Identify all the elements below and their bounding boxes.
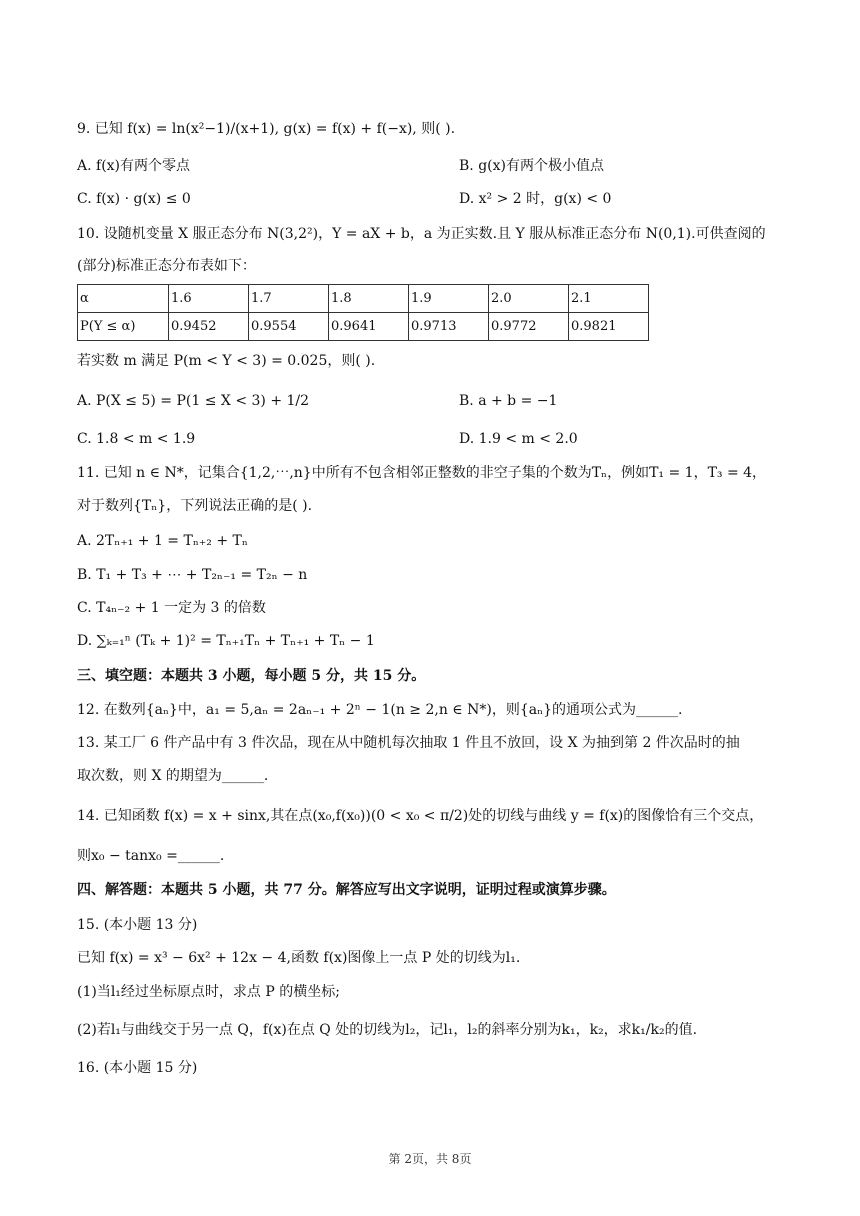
table-cell: 0.9772 — [489, 313, 569, 341]
q14-line2: 则x₀ − tanx₀ =______. — [77, 848, 225, 864]
q10-option-a: A. P(X ≤ 5) = P(1 ≤ X < 3) + 1/2 — [77, 393, 310, 409]
table-cell: 0.9554 — [249, 313, 329, 341]
q11-stem-line2: 对于数列{Tₙ}，下列说法正确的是( ). — [77, 498, 313, 514]
q11-option-c: C. T₄ₙ₋₂ + 1 一定为 3 的倍数 — [77, 600, 266, 616]
q10-stem-line2: (部分)标准正态分布表如下： — [77, 258, 256, 274]
q13-line1: 13. 某工厂 6 件产品中有 3 件次品，现在从中随机每次抽取 1 件且不放回，设 X 为抽到第 2 件次品时的抽 — [77, 735, 740, 751]
table-cell: 0.9641 — [329, 313, 409, 341]
table-cell: 0.9452 — [169, 313, 249, 341]
q15-stem: 已知 f(x) = x³ − 6x² + 12x − 4,函数 f(x)图像上一点 P 处的切线为l₁. — [77, 950, 521, 966]
q9-option-a: A. f(x)有两个零点 — [77, 158, 191, 174]
table-row — [78, 285, 649, 313]
q12-stem: 12. 在数列{aₙ}中，a₁ = 5,aₙ = 2aₙ₋₁ + 2ⁿ − 1(n ≥ 2,n ∈ N*)，则{aₙ}的通项公式为______. — [77, 702, 683, 718]
table-cell: 0.9821 — [569, 313, 649, 341]
q10-option-b: B. a + b = −1 — [459, 393, 558, 409]
table-cell: 0.9713 — [409, 313, 489, 341]
q13-line2: 取次数，则 X 的期望为______. — [77, 768, 269, 784]
table-cell: 1.8 — [329, 285, 409, 313]
q9-stem: 9. 已知 f(x) = ln(x²−1)/(x+1), g(x) = f(x) + f(−x), 则( ). — [77, 121, 456, 137]
q10-options-row2 — [77, 429, 800, 449]
q10-options-row1 — [77, 391, 800, 411]
table-cell: 2.1 — [569, 285, 649, 313]
table-cell: 2.0 — [489, 285, 569, 313]
q15-part2: (2)若l₁与曲线交于另一点 Q，f(x)在点 Q 处的切线为l₂，记l₁，l₂的斜率分别为k₁，k₂，求k₁/k₂的值. — [77, 1022, 698, 1038]
q11-option-a: A. 2Tₙ₊₁ + 1 = Tₙ₊₂ + Tₙ — [77, 533, 248, 549]
page-footer: 第 2页，共 8页 — [388, 1152, 472, 1166]
q9-option-d: D. x² > 2 时，g(x) < 0 — [459, 191, 612, 207]
section-heading-answer: 四、解答题：本题共 5 小题，共 77 分。解答应写出文字说明，证明过程或演算步骤。 — [77, 882, 616, 898]
q9-options-row1 — [77, 156, 800, 176]
q14-line1: 14. 已知函数 f(x) = x + sinx,其在点(x₀,f(x₀))(0 < x₀ < π/2)处的切线与曲线 y = f(x)的图像恰有三个交点， — [77, 808, 764, 824]
q10-stem-line3: 若实数 m 满足 P(m < Y < 3) = 0.025，则( ). — [77, 353, 376, 369]
table-cell: 1.6 — [169, 285, 249, 313]
q16-header: 16. (本小题 15 分) — [77, 1060, 198, 1076]
table-cell: 1.7 — [249, 285, 329, 313]
q11-option-b: B. T₁ + T₃ + ⋯ + T₂ₙ₋₁ = T₂ₙ − n — [77, 567, 308, 583]
normal-distribution-table — [77, 284, 649, 341]
q11-option-d: D. ∑ₖ₌₁ⁿ (Tₖ + 1)² = Tₙ₊₁Tₙ + Tₙ₊₁ + Tₙ − 1 — [77, 633, 375, 649]
q11-stem-line1: 11. 已知 n ∈ N*，记集合{1,2,⋯,n}中所有不包含相邻正整数的非空子集的个数为Tₙ，例如T₁ = 1，T₃ = 4， — [77, 465, 767, 481]
q9-options-row2 — [77, 189, 800, 209]
table-cell: α — [78, 285, 169, 313]
table-cell: P(Y ≤ α) — [78, 313, 169, 341]
table-cell: 1.9 — [409, 285, 489, 313]
q9-option-b: B. g(x)有两个极小值点 — [459, 158, 604, 174]
q15-part1: (1)当l₁经过坐标原点时，求点 P 的横坐标; — [77, 984, 340, 1000]
table-row — [78, 313, 649, 341]
q9-option-c: C. f(x) · g(x) ≤ 0 — [77, 191, 191, 207]
q10-option-c: C. 1.8 < m < 1.9 — [77, 431, 196, 447]
section-heading-fill-in: 三、填空题：本题共 3 小题，每小题 5 分，共 15 分。 — [77, 668, 426, 684]
q10-option-d: D. 1.9 < m < 2.0 — [459, 431, 578, 447]
q15-header: 15. (本小题 13 分) — [77, 917, 198, 933]
q10-stem-line1: 10. 设随机变量 X 服正态分布 N(3,2²)，Y = aX + b，a 为正实数.且 Y 服从标准正态分布 N(0,1).可供查阅的 — [77, 226, 766, 242]
